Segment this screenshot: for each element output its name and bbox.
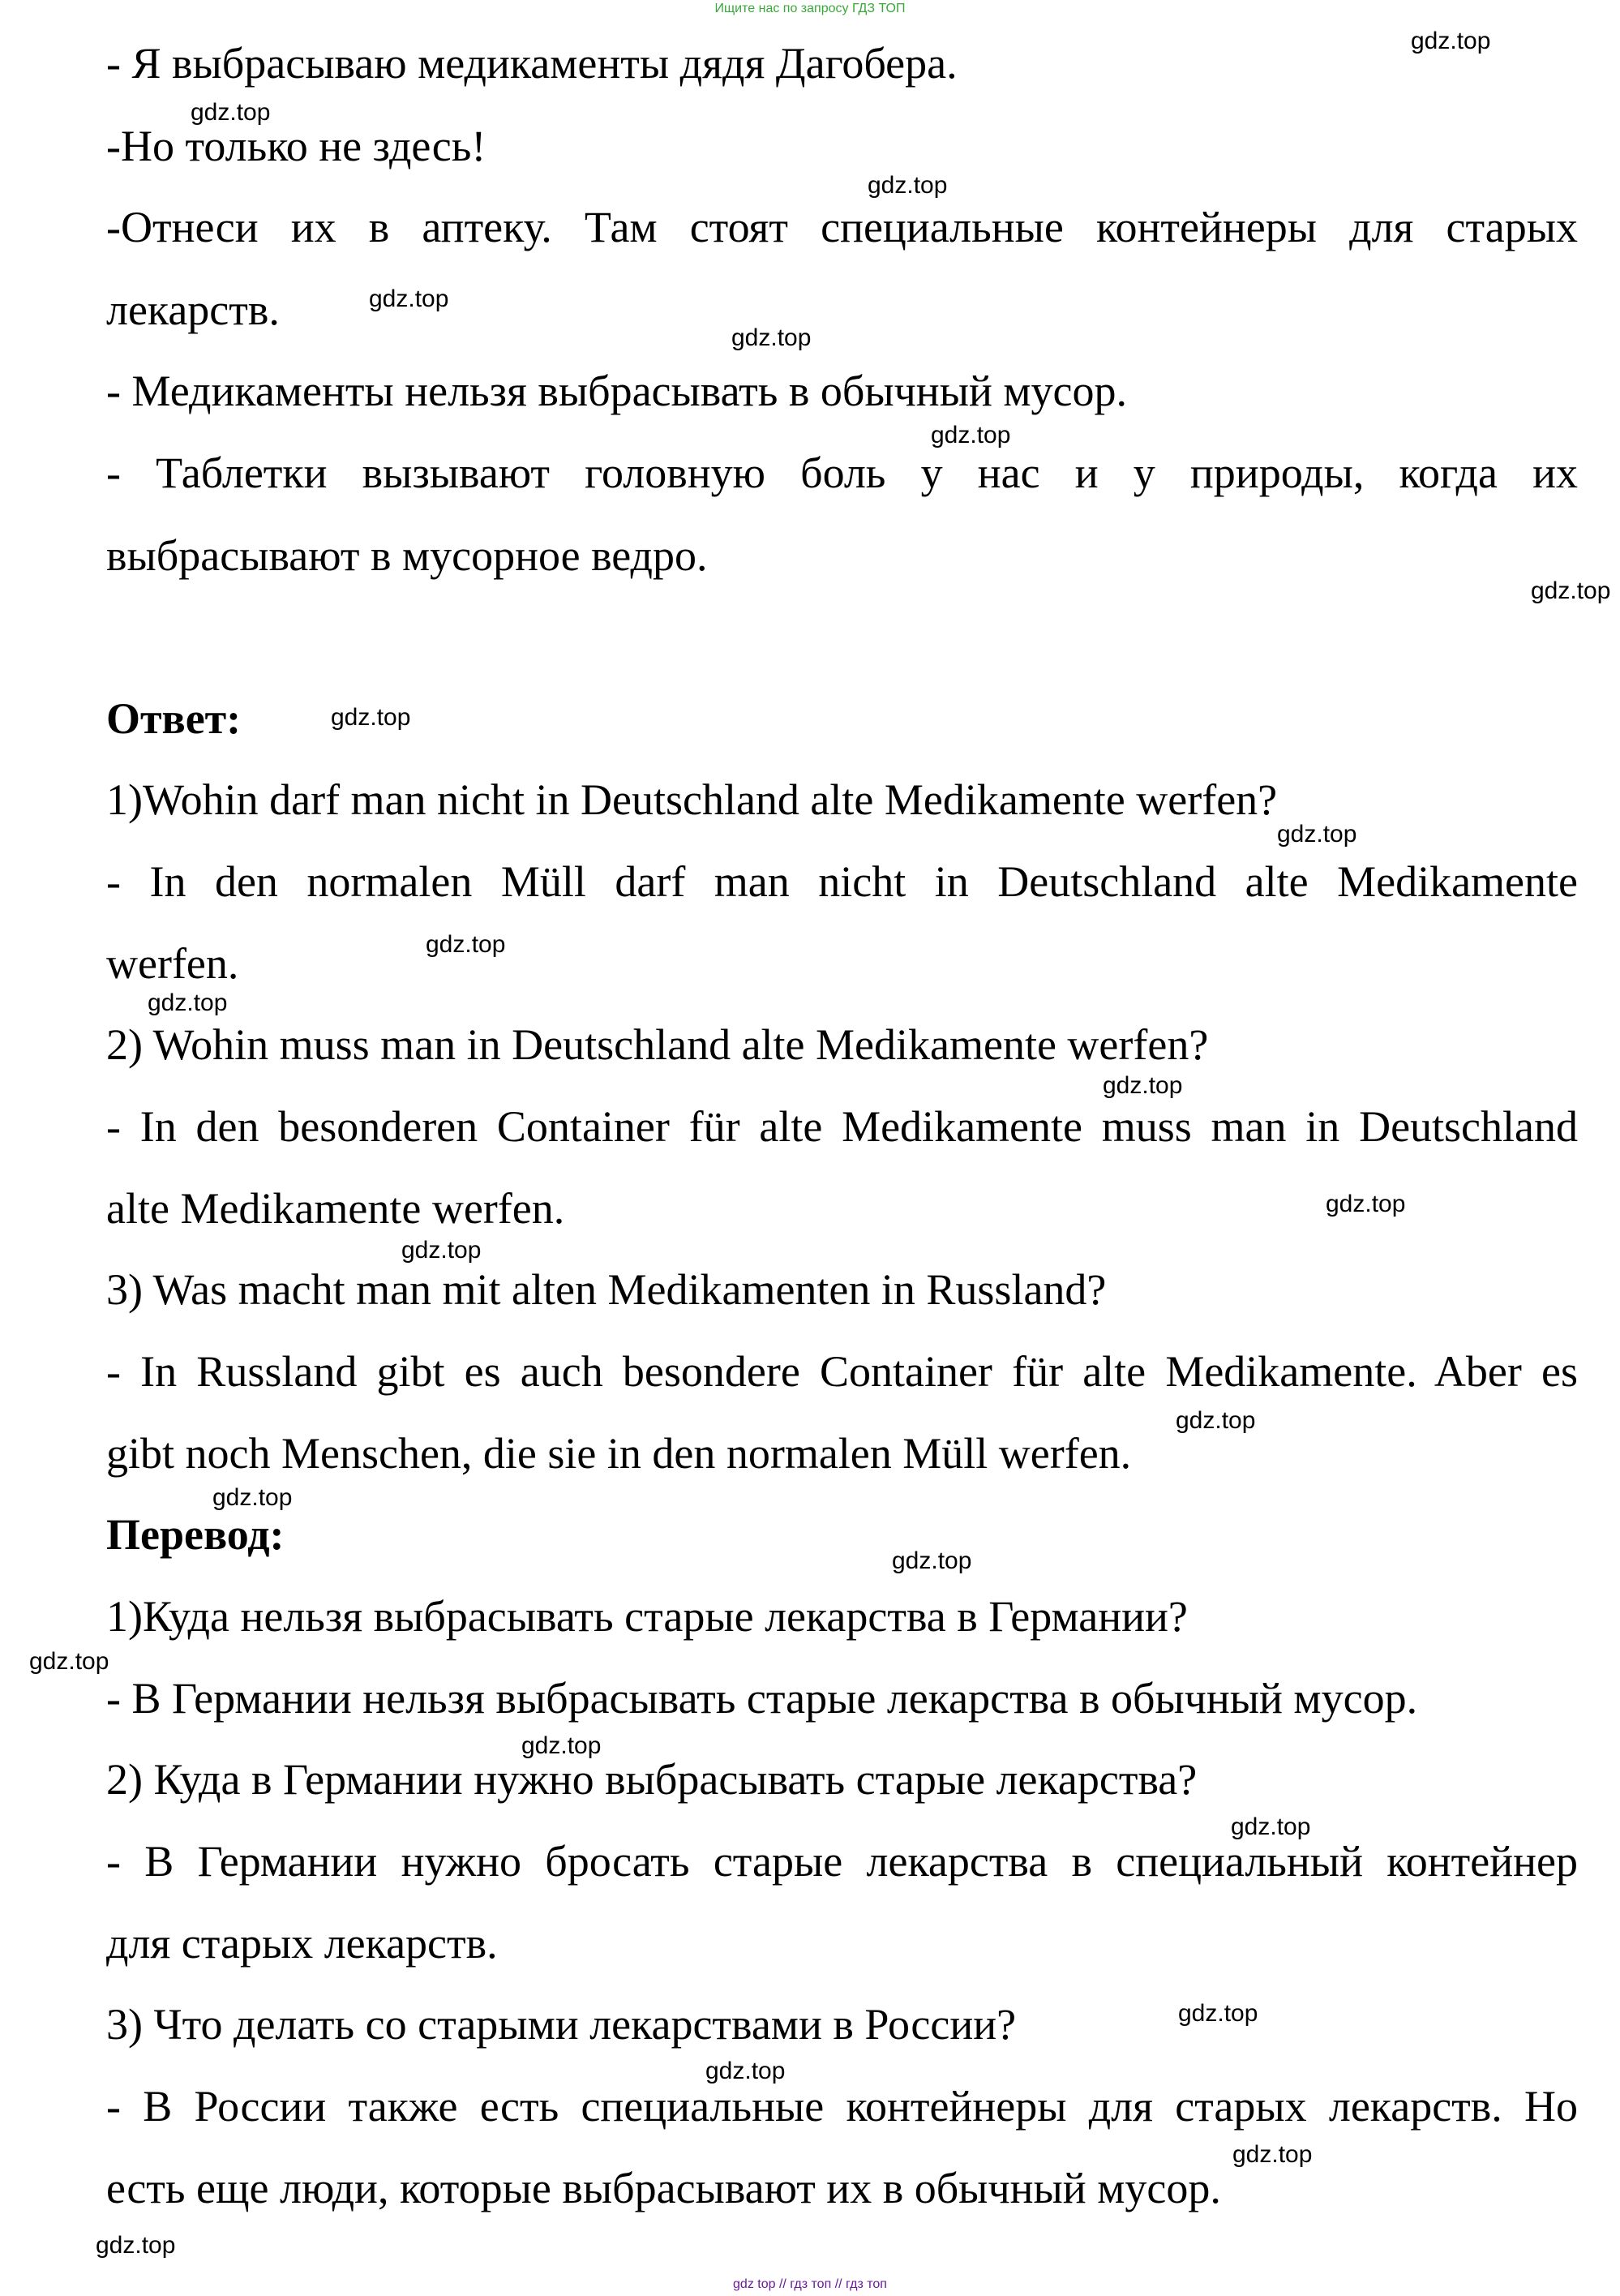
watermark: gdz.top bbox=[369, 285, 449, 312]
translation-response-1: - В Германии нельзя выбрасывать старые лекарства в обычный мусор. bbox=[106, 1674, 1418, 1723]
watermark: gdz.top bbox=[1103, 1072, 1183, 1099]
dialog-line-5a: - Таблетки вызывают головную боль у нас и у природы, когда их bbox=[106, 448, 1578, 497]
watermark: gdz.top bbox=[1231, 1813, 1311, 1840]
dialog-line-3a: -Отнеси их в аптеку. Там стоят специальные контейнеры для старых bbox=[106, 203, 1578, 251]
dialog-line-2: -Но только не здесь! bbox=[106, 122, 486, 170]
watermark: gdz.top bbox=[1531, 577, 1611, 604]
watermark: gdz.top bbox=[148, 989, 228, 1016]
answer-response-2b: alte Medikamente werfen. bbox=[106, 1184, 565, 1233]
translation-response-2b: для старых лекарств. bbox=[106, 1919, 498, 1968]
watermark: gdz.top bbox=[705, 2058, 786, 2084]
answer-question-1: 1)Wohin darf man nicht in Deutschland alte Medikamente werfen? bbox=[106, 775, 1278, 824]
watermark: gdz.top bbox=[212, 1484, 293, 1511]
dialog-line-3b: лекарств. bbox=[106, 285, 280, 334]
translation-question-3: 3) Что делать со старыми лекарствами в России? bbox=[106, 2000, 1017, 2049]
watermark: gdz.top bbox=[426, 931, 506, 958]
watermark: gdz.top bbox=[96, 2232, 176, 2259]
watermark: gdz.top bbox=[1326, 1191, 1406, 1217]
watermark: gdz.top bbox=[1178, 2000, 1258, 2027]
watermark: gdz.top bbox=[331, 704, 411, 731]
watermark: gdz.top bbox=[892, 1547, 972, 1574]
answer-response-2a: - In den besonderen Container für alte Medikamente muss man in Deutschland bbox=[106, 1102, 1578, 1151]
watermark: gdz.top bbox=[29, 1648, 109, 1675]
watermark: gdz.top bbox=[1411, 28, 1491, 54]
translation-response-2a: - В Германии нужно бросать старые лекарства в специальный контейнер bbox=[106, 1837, 1578, 1886]
header-promo-link[interactable]: Ищите нас по запросу ГДЗ ТОП bbox=[714, 2, 906, 15]
watermark: gdz.top bbox=[1232, 2141, 1313, 2168]
watermark: gdz.top bbox=[868, 172, 948, 199]
answer-question-3: 3) Was macht man mit alten Medikamenten in Russland? bbox=[106, 1265, 1107, 1314]
watermark: gdz.top bbox=[1176, 1407, 1256, 1434]
watermark: gdz.top bbox=[191, 99, 271, 126]
watermark: gdz.top bbox=[931, 422, 1011, 448]
dialog-line-4: - Медикаменты нельзя выбрасывать в обычный мусор. bbox=[106, 367, 1128, 415]
watermark: gdz.top bbox=[401, 1237, 482, 1264]
translation-response-3a: - В России также есть специальные контейнеры для старых лекарств. Но bbox=[106, 2082, 1578, 2131]
watermark: gdz.top bbox=[1277, 821, 1357, 848]
translation-response-3b: есть еще люди, которые выбрасывают их в обычный мусор. bbox=[106, 2164, 1221, 2212]
watermark: gdz.top bbox=[521, 1732, 602, 1759]
answer-response-3b: gibt noch Menschen, die sie in den normalen Müll werfen. bbox=[106, 1429, 1132, 1478]
footer-links[interactable]: gdz top // гдз топ // гдз топ bbox=[733, 2277, 887, 2291]
answer-question-2: 2) Wohin muss man in Deutschland alte Medikamente werfen? bbox=[106, 1020, 1209, 1069]
translation-question-2: 2) Куда в Германии нужно выбрасывать старые лекарства? bbox=[106, 1755, 1198, 1804]
translation-question-1: 1)Куда нельзя выбрасывать старые лекарства в Германии? bbox=[106, 1592, 1188, 1641]
answer-response-3a: - In Russland gibt es auch besondere Container für alte Medikamente. Aber es bbox=[106, 1347, 1578, 1396]
translation-heading: Перевод: bbox=[106, 1510, 285, 1559]
watermark: gdz.top bbox=[731, 324, 812, 351]
answer-response-1a: - In den normalen Müll darf man nicht in Deutschland alte Medikamente bbox=[106, 857, 1578, 906]
dialog-line-1: - Я выбрасываю медикаменты дядя Дагобера. bbox=[106, 39, 958, 88]
answer-response-1b: werfen. bbox=[106, 939, 239, 988]
answer-heading: Ответ: bbox=[106, 694, 242, 743]
dialog-line-5b: выбрасывают в мусорное ведро. bbox=[106, 531, 708, 580]
